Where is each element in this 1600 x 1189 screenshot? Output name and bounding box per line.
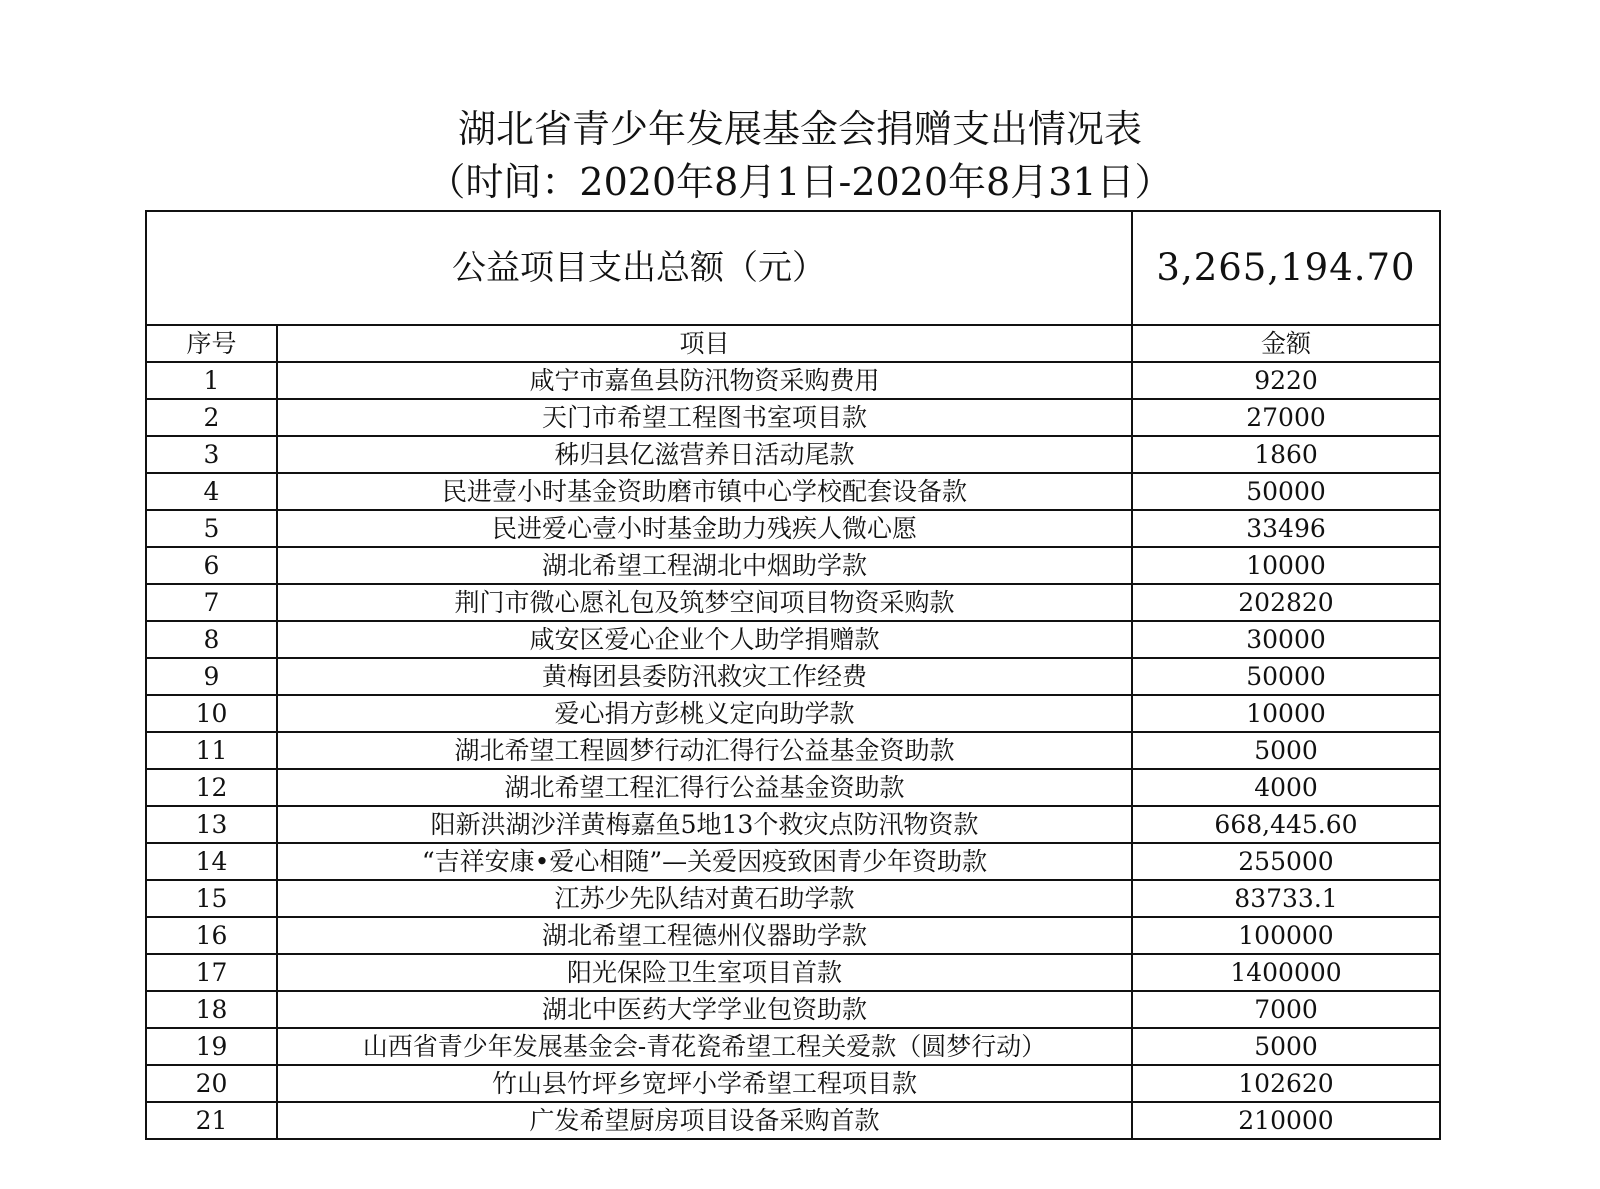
- cell-item: 山西省青少年发展基金会-青花瓷希望工程关爱款（圆梦行动）: [277, 1028, 1132, 1065]
- cell-amount: 5000: [1132, 1028, 1440, 1065]
- cell-item: 湖北希望工程圆梦行动汇得行公益基金资助款: [277, 732, 1132, 769]
- cell-seq: 7: [146, 584, 277, 621]
- header-seq: 序号: [146, 325, 277, 362]
- cell-seq: 14: [146, 843, 277, 880]
- document-period: （时间：2020年8月1日-2020年8月31日）: [427, 160, 1173, 204]
- expenditure-table: [145, 210, 1441, 1140]
- table-row: [146, 843, 1440, 880]
- cell-amount: 202820: [1132, 584, 1440, 621]
- header-item: 项目: [277, 325, 1132, 362]
- cell-seq: 21: [146, 1102, 277, 1139]
- table-row: [146, 880, 1440, 917]
- table-row: [146, 510, 1440, 547]
- cell-amount: 10000: [1132, 695, 1440, 732]
- cell-seq: 12: [146, 769, 277, 806]
- cell-amount: 33496: [1132, 510, 1440, 547]
- cell-seq: 19: [146, 1028, 277, 1065]
- cell-item: 广发希望厨房项目设备采购首款: [277, 1102, 1132, 1139]
- cell-amount: 27000: [1132, 399, 1440, 436]
- table-row: [146, 991, 1440, 1028]
- total-label: 公益项目支出总额（元）: [146, 211, 1132, 325]
- cell-amount: 9220: [1132, 362, 1440, 399]
- table-row: [146, 621, 1440, 658]
- cell-amount: 1400000: [1132, 954, 1440, 991]
- cell-seq: 6: [146, 547, 277, 584]
- table-row: [146, 362, 1440, 399]
- cell-item: 湖北希望工程湖北中烟助学款: [277, 547, 1132, 584]
- cell-amount: 210000: [1132, 1102, 1440, 1139]
- cell-item: 竹山县竹坪乡宽坪小学希望工程项目款: [277, 1065, 1132, 1102]
- table-row: [146, 547, 1440, 584]
- table-row: [146, 473, 1440, 510]
- table-row: [146, 1028, 1440, 1065]
- cell-amount: 100000: [1132, 917, 1440, 954]
- cell-item: 秭归县亿滋营养日活动尾款: [277, 436, 1132, 473]
- table-row: [146, 584, 1440, 621]
- cell-item: 民进爱心壹小时基金助力残疾人微心愿: [277, 510, 1132, 547]
- cell-amount: 5000: [1132, 732, 1440, 769]
- cell-amount: 50000: [1132, 658, 1440, 695]
- cell-seq: 9: [146, 658, 277, 695]
- cell-item: 民进壹小时基金资助磨市镇中心学校配套设备款: [277, 473, 1132, 510]
- cell-seq: 5: [146, 510, 277, 547]
- cell-amount: 10000: [1132, 547, 1440, 584]
- cell-item: 咸宁市嘉鱼县防汛物资采购费用: [277, 362, 1132, 399]
- table-row: [146, 806, 1440, 843]
- table-row: [146, 436, 1440, 473]
- cell-seq: 16: [146, 917, 277, 954]
- table-row: [146, 732, 1440, 769]
- cell-amount: 7000: [1132, 991, 1440, 1028]
- cell-seq: 17: [146, 954, 277, 991]
- cell-item: 咸安区爱心企业个人助学捐赠款: [277, 621, 1132, 658]
- cell-amount: 102620: [1132, 1065, 1440, 1102]
- table-row: [146, 1065, 1440, 1102]
- cell-amount: 668,445.60: [1132, 806, 1440, 843]
- table-row: [146, 917, 1440, 954]
- cell-item: 湖北希望工程汇得行公益基金资助款: [277, 769, 1132, 806]
- cell-item: 荆门市微心愿礼包及筑梦空间项目物资采购款: [277, 584, 1132, 621]
- cell-amount: 4000: [1132, 769, 1440, 806]
- cell-seq: 11: [146, 732, 277, 769]
- cell-seq: 15: [146, 880, 277, 917]
- table-row: [146, 1102, 1440, 1139]
- cell-item: 天门市希望工程图书室项目款: [277, 399, 1132, 436]
- cell-amount: 255000: [1132, 843, 1440, 880]
- cell-seq: 10: [146, 695, 277, 732]
- table-row: [146, 695, 1440, 732]
- header-amount: 金额: [1132, 325, 1440, 362]
- cell-amount: 83733.1: [1132, 880, 1440, 917]
- cell-amount: 30000: [1132, 621, 1440, 658]
- cell-item: “吉祥安康•爱心相随”—关爱因疫致困青少年资助款: [277, 843, 1132, 880]
- cell-amount: 50000: [1132, 473, 1440, 510]
- table-row: [146, 769, 1440, 806]
- cell-seq: 20: [146, 1065, 277, 1102]
- cell-seq: 13: [146, 806, 277, 843]
- total-row: [146, 211, 1440, 325]
- header-row: [146, 325, 1440, 362]
- cell-item: 阳光保险卫生室项目首款: [277, 954, 1132, 991]
- cell-seq: 18: [146, 991, 277, 1028]
- cell-seq: 8: [146, 621, 277, 658]
- table-row: [146, 954, 1440, 991]
- cell-amount: 1860: [1132, 436, 1440, 473]
- cell-item: 阳新洪湖沙洋黄梅嘉鱼5地13个救灾点防汛物资款: [277, 806, 1132, 843]
- table-row: [146, 399, 1440, 436]
- document-title: 湖北省青少年发展基金会捐赠支出情况表: [457, 107, 1142, 151]
- cell-seq: 4: [146, 473, 277, 510]
- cell-seq: 2: [146, 399, 277, 436]
- cell-item: 湖北希望工程德州仪器助学款: [277, 917, 1132, 954]
- cell-seq: 3: [146, 436, 277, 473]
- cell-item: 爱心捐方彭桃义定向助学款: [277, 695, 1132, 732]
- cell-item: 黄梅团县委防汛救灾工作经费: [277, 658, 1132, 695]
- cell-item: 湖北中医药大学学业包资助款: [277, 991, 1132, 1028]
- cell-item: 江苏少先队结对黄石助学款: [277, 880, 1132, 917]
- total-value: 3,265,194.70: [1132, 211, 1440, 325]
- cell-seq: 1: [146, 362, 277, 399]
- table-row: [146, 658, 1440, 695]
